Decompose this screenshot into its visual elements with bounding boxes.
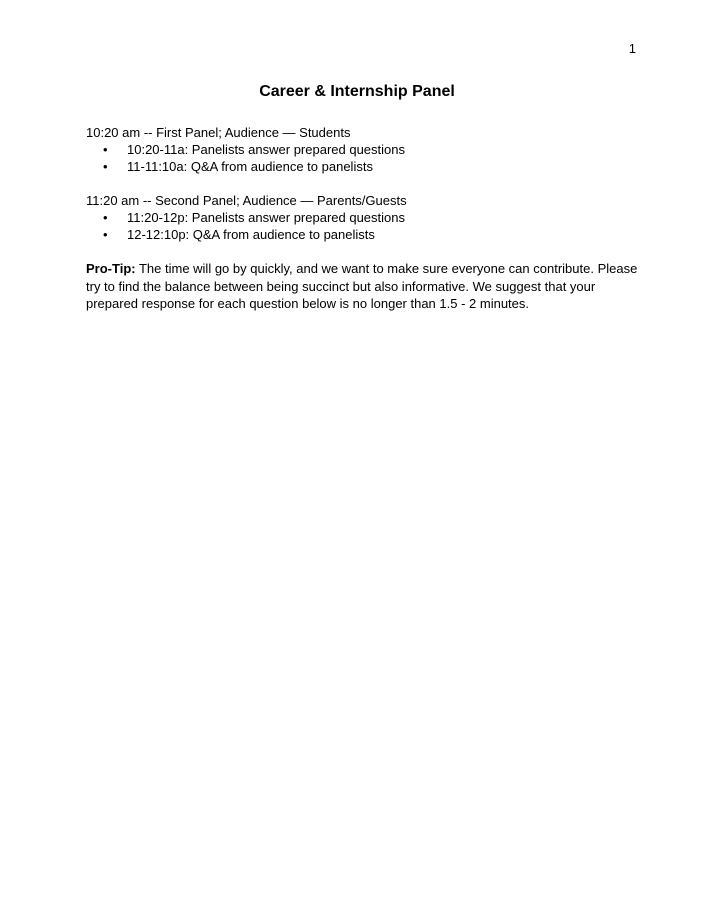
list-item	[86, 141, 642, 158]
first-panel-heading: 10:20 am -- First Panel; Audience — Students	[86, 125, 351, 140]
first-panel-list	[86, 141, 642, 175]
second-panel-section	[86, 192, 642, 243]
list-item-text: 10:20-11a: Panelists answer prepared questions	[127, 142, 405, 157]
bullet-icon: •	[103, 227, 108, 242]
bullet-icon: •	[103, 159, 108, 174]
list-item	[86, 226, 642, 243]
page-number: 1	[628, 41, 636, 56]
second-panel-heading: 11:20 am -- Second Panel; Audience — Parents/Guests	[86, 193, 407, 208]
bullet-icon: •	[103, 210, 108, 225]
first-panel-section	[86, 124, 642, 175]
list-item	[86, 209, 642, 226]
document-body	[86, 124, 642, 313]
second-panel-list	[86, 209, 642, 243]
list-item-text: 12-12:10p: Q&A from audience to panelists	[127, 227, 375, 242]
list-item	[86, 158, 642, 175]
pro-tip-text: The time will go by quickly, and we want to make sure everyone can contribute. Please try to find the balance between being succinct but also informative. We suggest that your prepared response for each question below is no longer than 1.5 - 2 minutes.	[86, 261, 638, 311]
pro-tip-paragraph	[86, 260, 642, 313]
list-item-text: 11-11:10a: Q&A from audience to panelists	[127, 159, 373, 174]
list-item-text: 11:20-12p: Panelists answer prepared questions	[127, 210, 405, 225]
document-title: Career & Internship Panel	[259, 83, 455, 100]
bullet-icon: •	[103, 142, 108, 157]
pro-tip-label: Pro-Tip:	[86, 261, 136, 276]
